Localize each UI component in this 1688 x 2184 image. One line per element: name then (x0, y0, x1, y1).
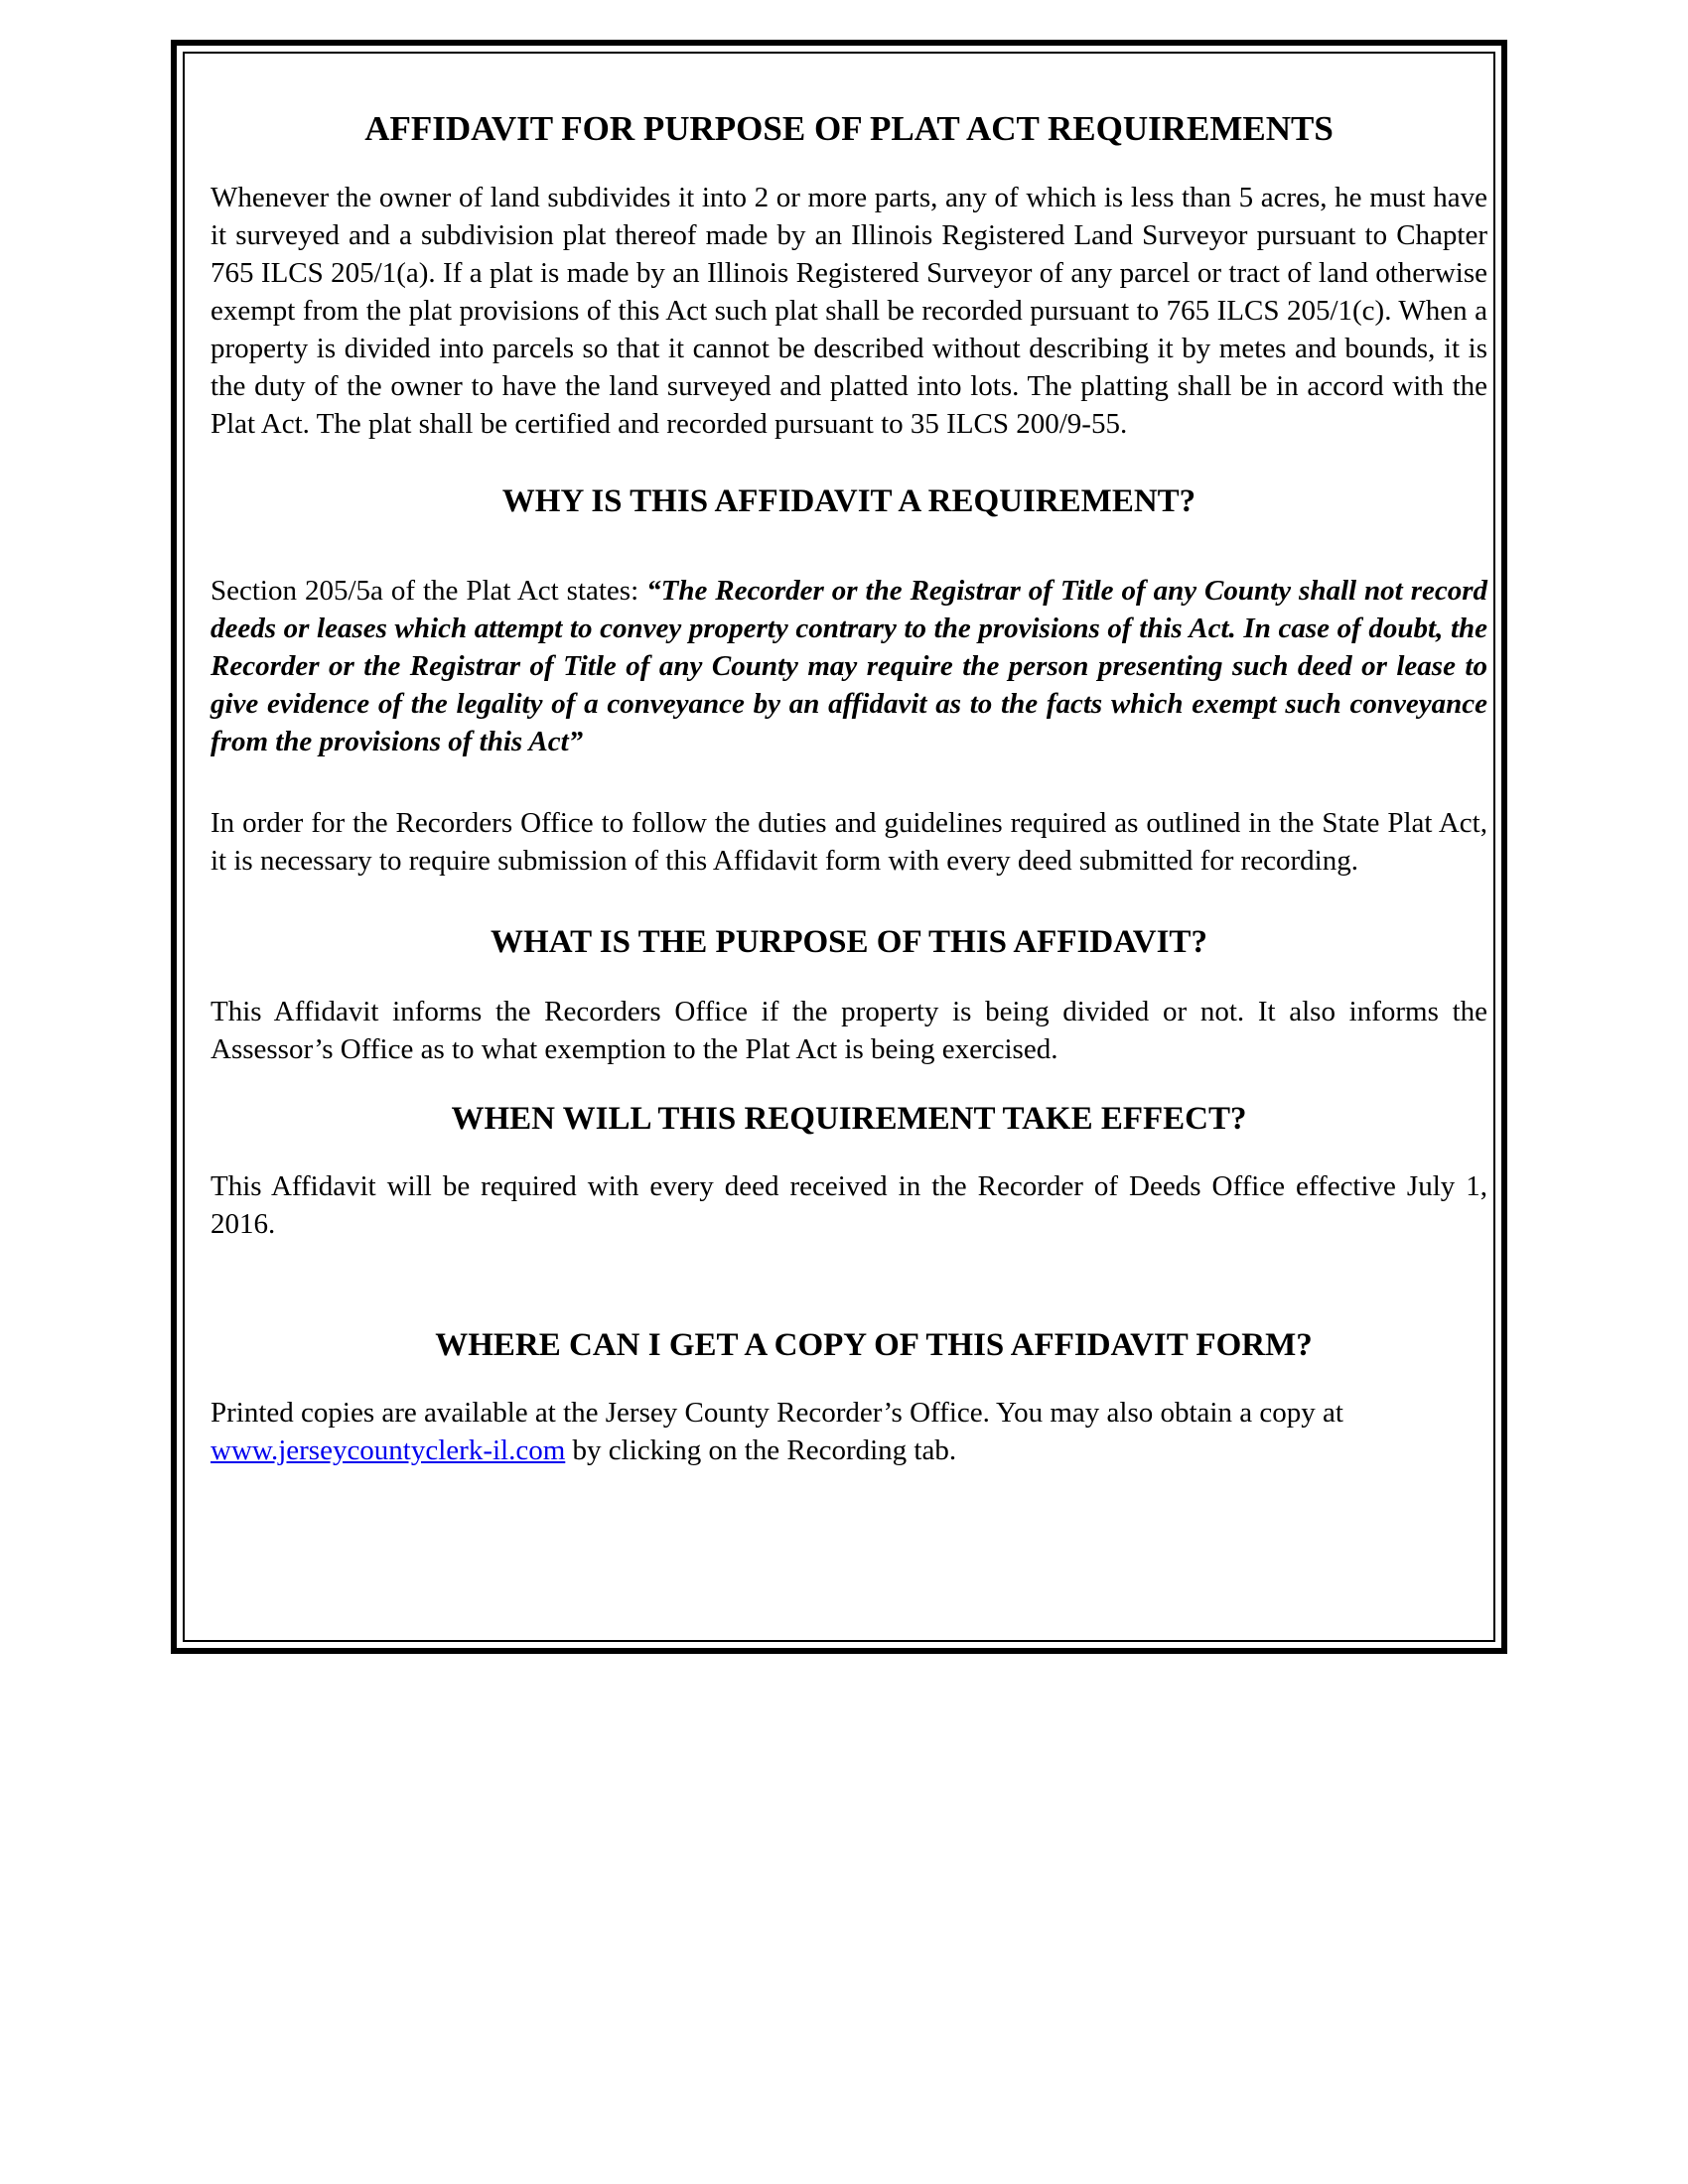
where-text-after: by clicking on the Recording tab. (565, 1434, 957, 1466)
document-inner-border (183, 52, 1495, 1642)
why-heading: WHY IS THIS AFFIDAVIT A REQUIREMENT? (501, 483, 1196, 519)
plat-act-quote: “The Recorder or the Registrar of Title of any County shall not record deeds or leases which attempt to convey property contrary to the provisions of this Act. In case of doubt, the Recorder or the Registrar of Title of any County may require the person presenting such deed or lease to give evidence of the legality of a conveyance by an affidavit as to the facts which exempt such conveyance from the provisions of this Act” (211, 575, 1488, 757)
county-clerk-website-link[interactable]: www.jerseycountyclerk-il.com (211, 1434, 566, 1466)
when-heading: WHEN WILL THIS REQUIREMENT TAKE EFFECT? (451, 1101, 1247, 1137)
order-paragraph: In order for the Recorders Office to follow the duties and guidelines required as outlined in the State Plat Act, it is necessary to require submission of this Affidavit form with every deed submitted for recording. (211, 807, 1487, 877)
where-paragraph (211, 1394, 1487, 1469)
intro-paragraph: Whenever the owner of land subdivides it into 2 or more parts, any of which is less than 5 acres, he must have it surveyed and a subdivision plat thereof made by an Illinois Registered Land Surveyor pursuant to Chapter 765 ILCS 205/1(a). If a plat is made by an Illinois Registered Surveyor of any parcel or tract of land otherwise exempt from the plat provisions of this Act such plat shall be recorded pursuant to 765 ILCS 205/1(c). When a property is divided into parcels so that it cannot be described without describing it by metes and bounds, it is the duty of the owner to have the land surveyed and platted into lots. The platting shall be in accord with the Plat Act. The plat shall be certified and recorded pursuant to 35 ILCS 200/9-55. (211, 182, 1487, 440)
purpose-paragraph: This Affidavit informs the Recorders Office if the property is being divided or not. It also informs the Assessor’s Office as to what exemption to the Plat Act is being exercised. (211, 996, 1487, 1065)
document-outer-border (171, 40, 1507, 1654)
plat-act-section-paragraph (211, 572, 1487, 760)
purpose-heading: WHAT IS THE PURPOSE OF THIS AFFIDAVIT? (491, 924, 1207, 960)
where-heading: WHERE CAN I GET A COPY OF THIS AFFIDAVIT FORM? (435, 1327, 1313, 1363)
when-paragraph: This Affidavit will be required with every deed received in the Recorder of Deeds Office effective July 1, 2016. (211, 1170, 1487, 1240)
where-text-before: Printed copies are available at the Jersey County Recorder’s Office. You may also obtain a copy at (211, 1397, 1343, 1429)
section-lead-text: Section 205/5a of the Plat Act states: (211, 575, 647, 607)
document-content (211, 54, 1487, 1469)
document-title: AFFIDAVIT FOR PURPOSE OF PLAT ACT REQUIREMENTS (364, 109, 1334, 148)
